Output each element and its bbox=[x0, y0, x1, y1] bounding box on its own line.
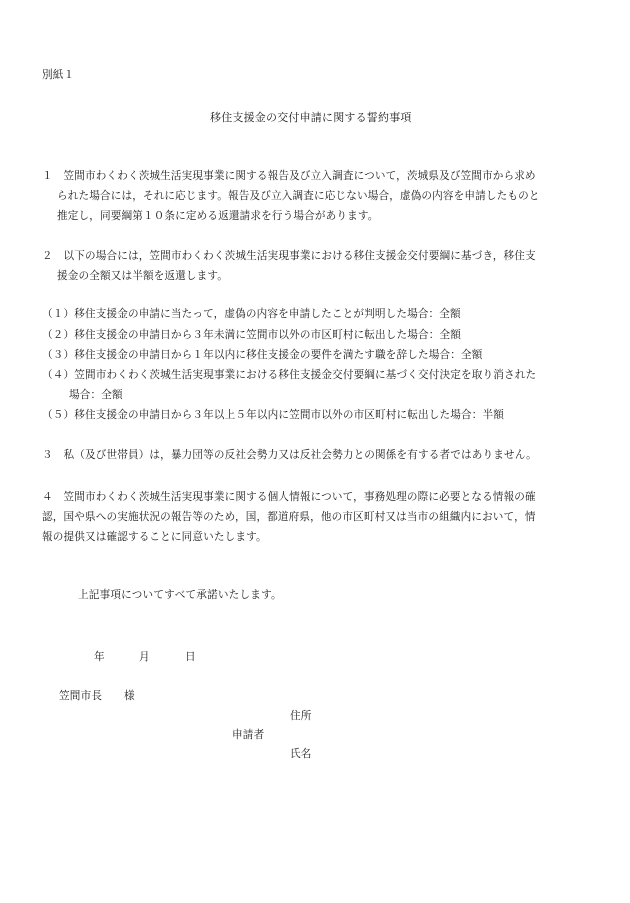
name-label: 氏名 bbox=[290, 748, 312, 760]
condition-1: （１）移住支援金の申請に当たって，虚偽の内容を申請したことが判明した場合：全額 bbox=[42, 308, 461, 320]
date-day: 日 bbox=[185, 651, 196, 663]
condition-5: （５）移住支援金の申請日から３年以上５年以内に笠間市以外の市区町村に転出した場合：半額 bbox=[42, 409, 504, 421]
condition-3: （３）移住支援金の申請日から１年以内に移住支援金の要件を満たす職を辞した場合：全額 bbox=[42, 349, 483, 361]
item2-line2: 援金の全額又は半額を返還します。 bbox=[57, 270, 229, 282]
document-title: 移住支援金の交付申請に関する誓約事項 bbox=[210, 111, 412, 124]
address-label: 住所 bbox=[290, 710, 312, 722]
consent-statement: 上記事項についてすべて承諾いたします。 bbox=[78, 589, 282, 601]
item1-line2: られた場合には，それに応じます。報告及び立入調査に応じない場合，虚偽の内容を申請したものと bbox=[57, 190, 540, 202]
applicant-label: 申請者 bbox=[232, 729, 265, 741]
condition-4-line2: 場合：全額 bbox=[69, 389, 123, 401]
oath-item-3: ３ 私（及び世帯員）は，暴力団等の反社会勢力又は反社会勢力との関係を有する者ではありません。 bbox=[42, 449, 537, 461]
item4-line2: 認，国や県への実施状況の報告等のため，国，都道府県，他の市区町村又は当市の組織内において，情 bbox=[42, 511, 536, 523]
attachment-label: 別紙１ bbox=[42, 69, 75, 81]
item4-line1: ４ 笠間市わくわく茨城生活実現事業に関する個人情報について，事務処理の際に必要となる情報の確 bbox=[42, 491, 536, 503]
condition-2: （２）移住支援金の申請日から３年未満に笠間市以外の市区町村に転出した場合：全額 bbox=[42, 329, 462, 341]
item1-line3: 推定し，同要綱第１０条に定める返還請求を行う場合があります。 bbox=[57, 210, 379, 222]
condition-4-line1: （４）笠間市わくわく茨城生活実現事業における移住支援金交付要綱に基づく交付決定を取り消された bbox=[42, 369, 537, 381]
addressee-suffix: 様 bbox=[124, 690, 135, 702]
date-year: 年 bbox=[94, 651, 105, 663]
item1-line1: １ 笠間市わくわく茨城生活実現事業に関する報告及び立入調査について，茨城県及び笠間市から求め bbox=[42, 170, 536, 182]
date-month: 月 bbox=[139, 651, 150, 663]
item4-line3: 報の提供又は確認することに同意いたします。 bbox=[42, 531, 267, 543]
item2-line1: ２ 以下の場合には，笠間市わくわく茨城生活実現事業における移住支援金交付要綱に基づき，移住支 bbox=[42, 250, 536, 262]
addressee-name: 笠間市長 bbox=[59, 690, 103, 702]
